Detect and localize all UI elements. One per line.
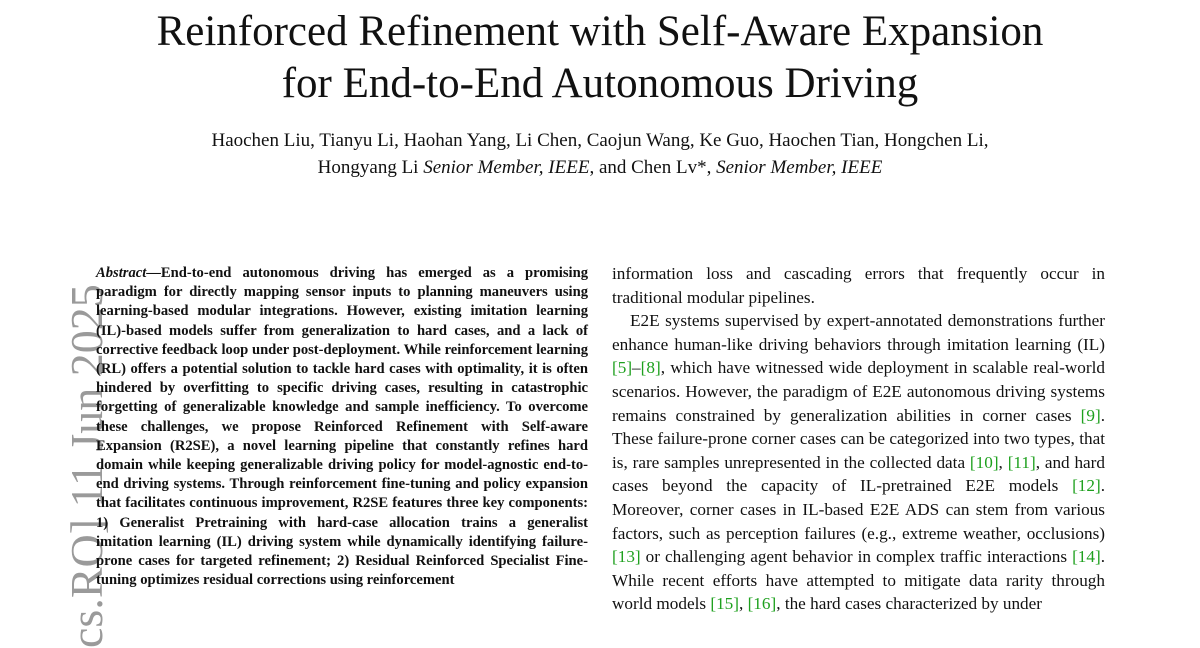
paragraph-text: ,	[738, 594, 748, 614]
citation-link[interactable]: [15]	[710, 594, 739, 614]
paragraph-text: . While recent efforts have attempted to mitigate data rarity through world models	[612, 547, 1105, 614]
citation-link[interactable]: [16]	[747, 594, 777, 614]
citation-link[interactable]: [11]	[1007, 452, 1036, 472]
paragraph-2	[612, 309, 1105, 616]
citation-link[interactable]: [5]	[612, 358, 633, 378]
paragraph-text: , the hard cases characterized by under	[776, 594, 1043, 614]
citation-link[interactable]: [12]	[1072, 476, 1101, 496]
authors-line-1: Haochen Liu, Tianyu Li, Haohan Yang, Li Chen, Caojun Wang, Ke Guo, Haochen Tian, Hongchen Li,	[211, 130, 989, 151]
paragraph-text: . These failure-prone corner cases can be categorized into two types, that is, rare samples unrepresented in the collected data	[612, 405, 1105, 472]
paragraph-text: –	[632, 358, 641, 378]
citation-link[interactable]: [13]	[612, 547, 641, 567]
paragraph-text: or challenging agent behavior in complex traffic interactions	[640, 547, 1073, 567]
paragraph-text: ,	[998, 452, 1008, 472]
paragraph-text: . Moreover, corner cases in IL-based E2E ADS can stem from various factors, such as perception failures (e.g., extreme weather, occlusions)	[612, 476, 1105, 543]
paper-title	[0, 6, 1200, 110]
abstract-label: Abstract	[96, 265, 147, 281]
intro-column	[612, 262, 1105, 616]
member-title: Senior Member, IEEE	[716, 157, 883, 178]
paragraph-text: , and hard cases beyond the capacity of IL-pretrained E2E models	[612, 452, 1106, 496]
citation-link[interactable]: [9]	[1080, 405, 1101, 425]
authors-line-2	[0, 154, 1200, 181]
author-list	[0, 127, 1200, 181]
author-hongyang-li: Hongyang Li	[317, 157, 424, 178]
citation-link[interactable]: [14]	[1072, 547, 1101, 567]
abstract	[96, 264, 588, 590]
paragraph-text: , which have witnessed wide deployment in scalable real-world scenarios. However, the paradigm of E2E autonomous driving systems remains constrained by generalization abilities in corner cases	[612, 358, 1105, 425]
citation-link[interactable]: [10]	[969, 452, 999, 472]
author-chen-lv: , and Chen Lv*,	[589, 157, 717, 178]
arxiv-sidebar-stamp: cs.RO] 11 Jun 2025	[61, 284, 112, 648]
title-line-2: for End-to-End Autonomous Driving	[281, 60, 919, 107]
citation-link[interactable]: [8]	[640, 358, 661, 378]
abstract-text: —End-to-end autonomous driving has emerged as a promising paradigm for directly mapping sensor inputs to planning maneuvers using learning-based modular integrations. However, existing imitation learning (IL)-based models suffer from generalization to hard cases, and a lack of corrective feedback loop under post-deployment. While reinforcement learning (RL) offers a potential solution to tackle hard cases with optimality, it is often hindered by overfitting to specific driving cases, resulting in catastrophic forgetting of generalizable knowledge and sample inefficiency. To overcome these challenges, we propose Reinforced Refinement with Self-aware Expansion (R2SE), a novel learning pipeline that constantly refines hard domain while keeping generalizable driving policy for model-agnostic end-to-end driving systems. Through reinforcement fine-tuning and policy expansion that facilitates continuous improvement, R2SE features three key components: 1) Generalist Pretraining with hard-case allocation trains a generalist imitation learning (IL) driving system while dynamically identifying failure-prone cases for targeted refinement; 2) Residual Reinforced Specialist Fine-tuning optimizes residual corrections using reinforcement	[96, 265, 588, 589]
member-title: Senior Member, IEEE	[423, 157, 590, 178]
paragraph-1: information loss and cascading errors that frequently occur in traditional modular pipelines.	[612, 264, 1105, 307]
paragraph-text: E2E systems supervised by expert-annotated demonstrations further enhance human-like driving behaviors through imitation learning (IL)	[612, 311, 1105, 354]
title-line-1: Reinforced Refinement with Self-Aware Expansion	[156, 8, 1044, 55]
